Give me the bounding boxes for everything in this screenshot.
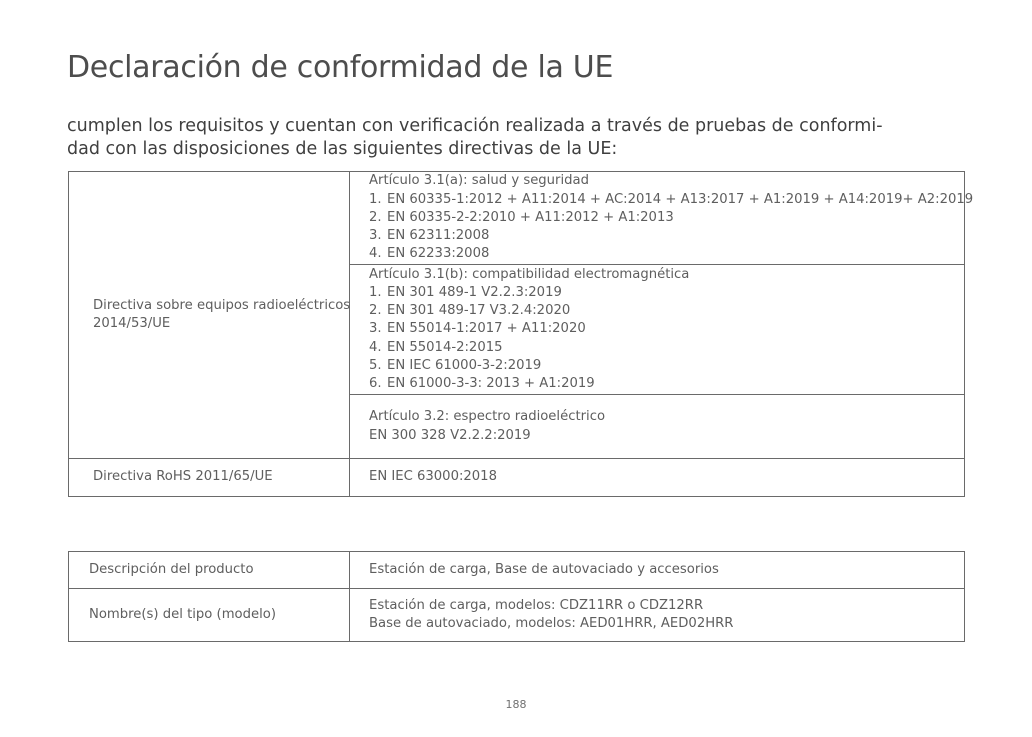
table-row bbox=[69, 172, 965, 265]
list-item: 3. EN 55014-1:2017 + A11:2020 bbox=[369, 321, 586, 337]
article-3-1b-cell bbox=[350, 265, 965, 395]
rohs-standard-cell bbox=[350, 459, 965, 497]
list-item: 2. EN 301 489-17 V3.2.4:2020 bbox=[369, 303, 571, 319]
article-3-2-cell bbox=[350, 395, 965, 459]
model-line: Base de autovaciado, modelos: AED01HRR, AED02HRR bbox=[369, 616, 734, 631]
article-heading: Artículo 3.2: espectro radioeléctrico bbox=[369, 409, 606, 425]
table-row bbox=[69, 589, 965, 642]
article-heading: Artículo 3.1(b): compatibilidad electromagnética bbox=[369, 266, 690, 282]
model-line: Estación de carga, modelos: CDZ11RR o CDZ12RR bbox=[369, 597, 704, 613]
rohs-standard: EN IEC 63000:2018 bbox=[369, 469, 497, 485]
product-description-label-cell bbox=[69, 552, 350, 589]
product-table bbox=[68, 551, 965, 642]
list-item: 2. EN 60335-2-2:2010 + A11:2012 + A1:2013 bbox=[369, 209, 674, 225]
red-directive-cell bbox=[69, 172, 350, 459]
red-directive-name: Directiva sobre equipos radioeléctricos bbox=[93, 297, 351, 313]
article-heading: Artículo 3.1(a): salud y seguridad bbox=[369, 173, 589, 189]
red-directive-code: 2014/53/UE bbox=[93, 316, 171, 331]
product-description-value-cell bbox=[350, 552, 965, 589]
product-description-label: Descripción del producto bbox=[89, 561, 254, 577]
list-item: 5. EN IEC 61000-3-2:2019 bbox=[369, 357, 542, 373]
table-row bbox=[69, 459, 965, 497]
model-label-cell bbox=[69, 589, 350, 642]
intro-line-1: cumplen los requisitos y cuentan con verificación realizada a través de pruebas de conformi- bbox=[67, 116, 883, 136]
rohs-directive-name: Directiva RoHS 2011/65/UE bbox=[93, 469, 273, 485]
list-item: 1. EN 60335-1:2012 + A11:2014 + AC:2014 + A13:2017 + A1:2019 + A14:2019+ A2:2019 bbox=[369, 191, 974, 207]
article-3-1a-cell bbox=[350, 172, 974, 265]
list-item: 4. EN 55014-2:2015 bbox=[369, 339, 503, 355]
model-value-cell bbox=[350, 589, 965, 642]
list-item: 6. EN 61000-3-3: 2013 + A1:2019 bbox=[369, 376, 595, 391]
directives-table bbox=[68, 171, 974, 497]
article-standard: EN 300 328 V2.2.2:2019 bbox=[369, 427, 531, 443]
list-item: 3. EN 62311:2008 bbox=[369, 228, 490, 244]
product-description-value: Estación de carga, Base de autovaciado y accesorios bbox=[369, 561, 719, 577]
list-item: 4. EN 62233:2008 bbox=[369, 246, 490, 262]
page-title: Declaración de conformidad de la UE bbox=[67, 50, 614, 85]
model-label: Nombre(s) del tipo (modelo) bbox=[89, 606, 276, 622]
intro-text bbox=[67, 115, 957, 161]
intro-line-2: dad con las disposiciones de las siguientes directivas de la UE: bbox=[67, 139, 618, 159]
table-row bbox=[69, 552, 965, 589]
list-item: 1. EN 301 489-1 V2.2.3:2019 bbox=[369, 284, 562, 300]
page-number: 188 bbox=[505, 698, 527, 711]
rohs-directive-cell bbox=[69, 459, 350, 497]
